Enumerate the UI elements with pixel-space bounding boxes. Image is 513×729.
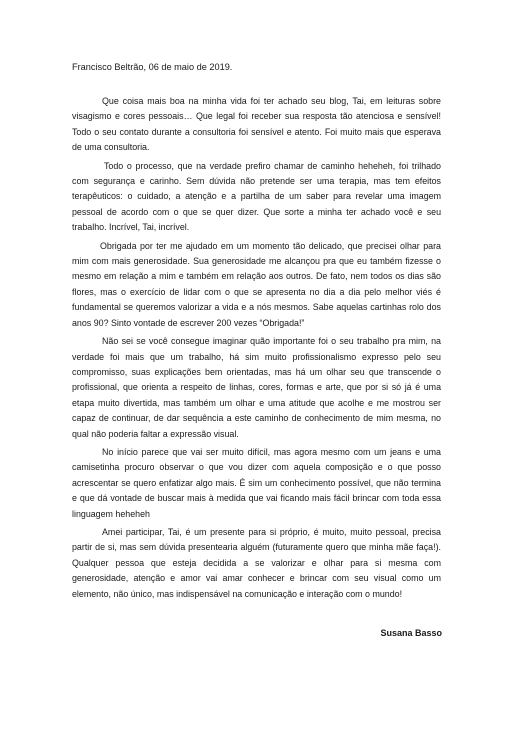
paragraph-5: No início parece que vai ser muito difícil, mas agora mesmo com um jeans e uma camisetinha procuro observar o que vou dizer com aquela composição e o que posso acrescentar se quero enfatizar algo mais. É sim um conhecimento possível, que não termina e que dá vontade de buscar mais à medida que vai ficando mais fácil brincar com toda essa linguagem heheheh <box>72 446 441 519</box>
paragraph-2: Todo o processo, que na verdade prefiro chamar de caminho heheheh, foi trilhado com segurança e carinho. Sem dúvida não pretende ser uma terapia, mas tem efeitos terapêuticos: o cuidado, a atenção e a partilha de um saber para revelar uma imagem pessoal de acordo com o que se quer dizer. Que sorte a minha ter achado você e seu trabalho. Incrível, Tai, incrível. <box>72 160 441 233</box>
paragraph-6: Amei participar, Tai, é um presente para si próprio, é muito, muito pessoal, precisa partir de si, mas sem dúvida presentearia alguém (futuramente quero que minha mãe faça!). Qualquer pessoa que esteja decidida a se valorizar e olhar para si mesma com generosidade, atenção e amor vai amar conhecer e brincar com seu visual como um elemento, não único, mas indispensável na comunicação e interação com o mundo! <box>72 526 441 599</box>
date-line: Francisco Beltrão, 06 de maio de 2019. <box>72 62 233 72</box>
paragraph-1: Que coisa mais boa na minha vida foi ter achado seu blog, Tai, em leituras sobre visagismo e cores pessoais… Que legal foi receber sua resposta tão atenciosa e sensível! Todo o seu contato durante a consultoria foi sensível e atento. Foi muito mais que esperava de uma consultoria. <box>72 96 441 153</box>
letter-body <box>72 94 441 605</box>
paragraph-3: Obrigada por ter me ajudado em um momento tão delicado, que precisei olhar para mim com mais generosidade. Sua generosidade me alcançou pra que eu também fizesse o mesmo em relação a mim e também em relação aos outros. De fato, nem todos os dias são flores, mas o exercício de lidar com o que se apresenta no dia a dia pelo melhor viés é fundamental se queremos valorizar a vida e a nós mesmos. Sabe aquelas cartinhas rolo dos anos 90? Sinto vontade de escrever 200 vezes “Obrigada!” <box>72 240 441 328</box>
signature: Susana Basso <box>380 628 442 638</box>
paragraph-4: Não sei se você consegue imaginar quão importante foi o seu trabalho pra mim, na verdade foi mais que um trabalho, há sim muito profissionalismo expresso pelo seu compromisso, suas explicações bem orientadas, mas há um olhar seu que transcende o profissional, que orienta a respeito de linhas, cores, formas e arte, que por si só já é uma etapa muito divertida, mas também um olhar e uma atitude que acolhe e me mostrou ser capaz de continuar, de dar sequência a este caminho de conhecimento de mim mesma, no qual não poderia faltar a expressão visual. <box>72 336 441 439</box>
